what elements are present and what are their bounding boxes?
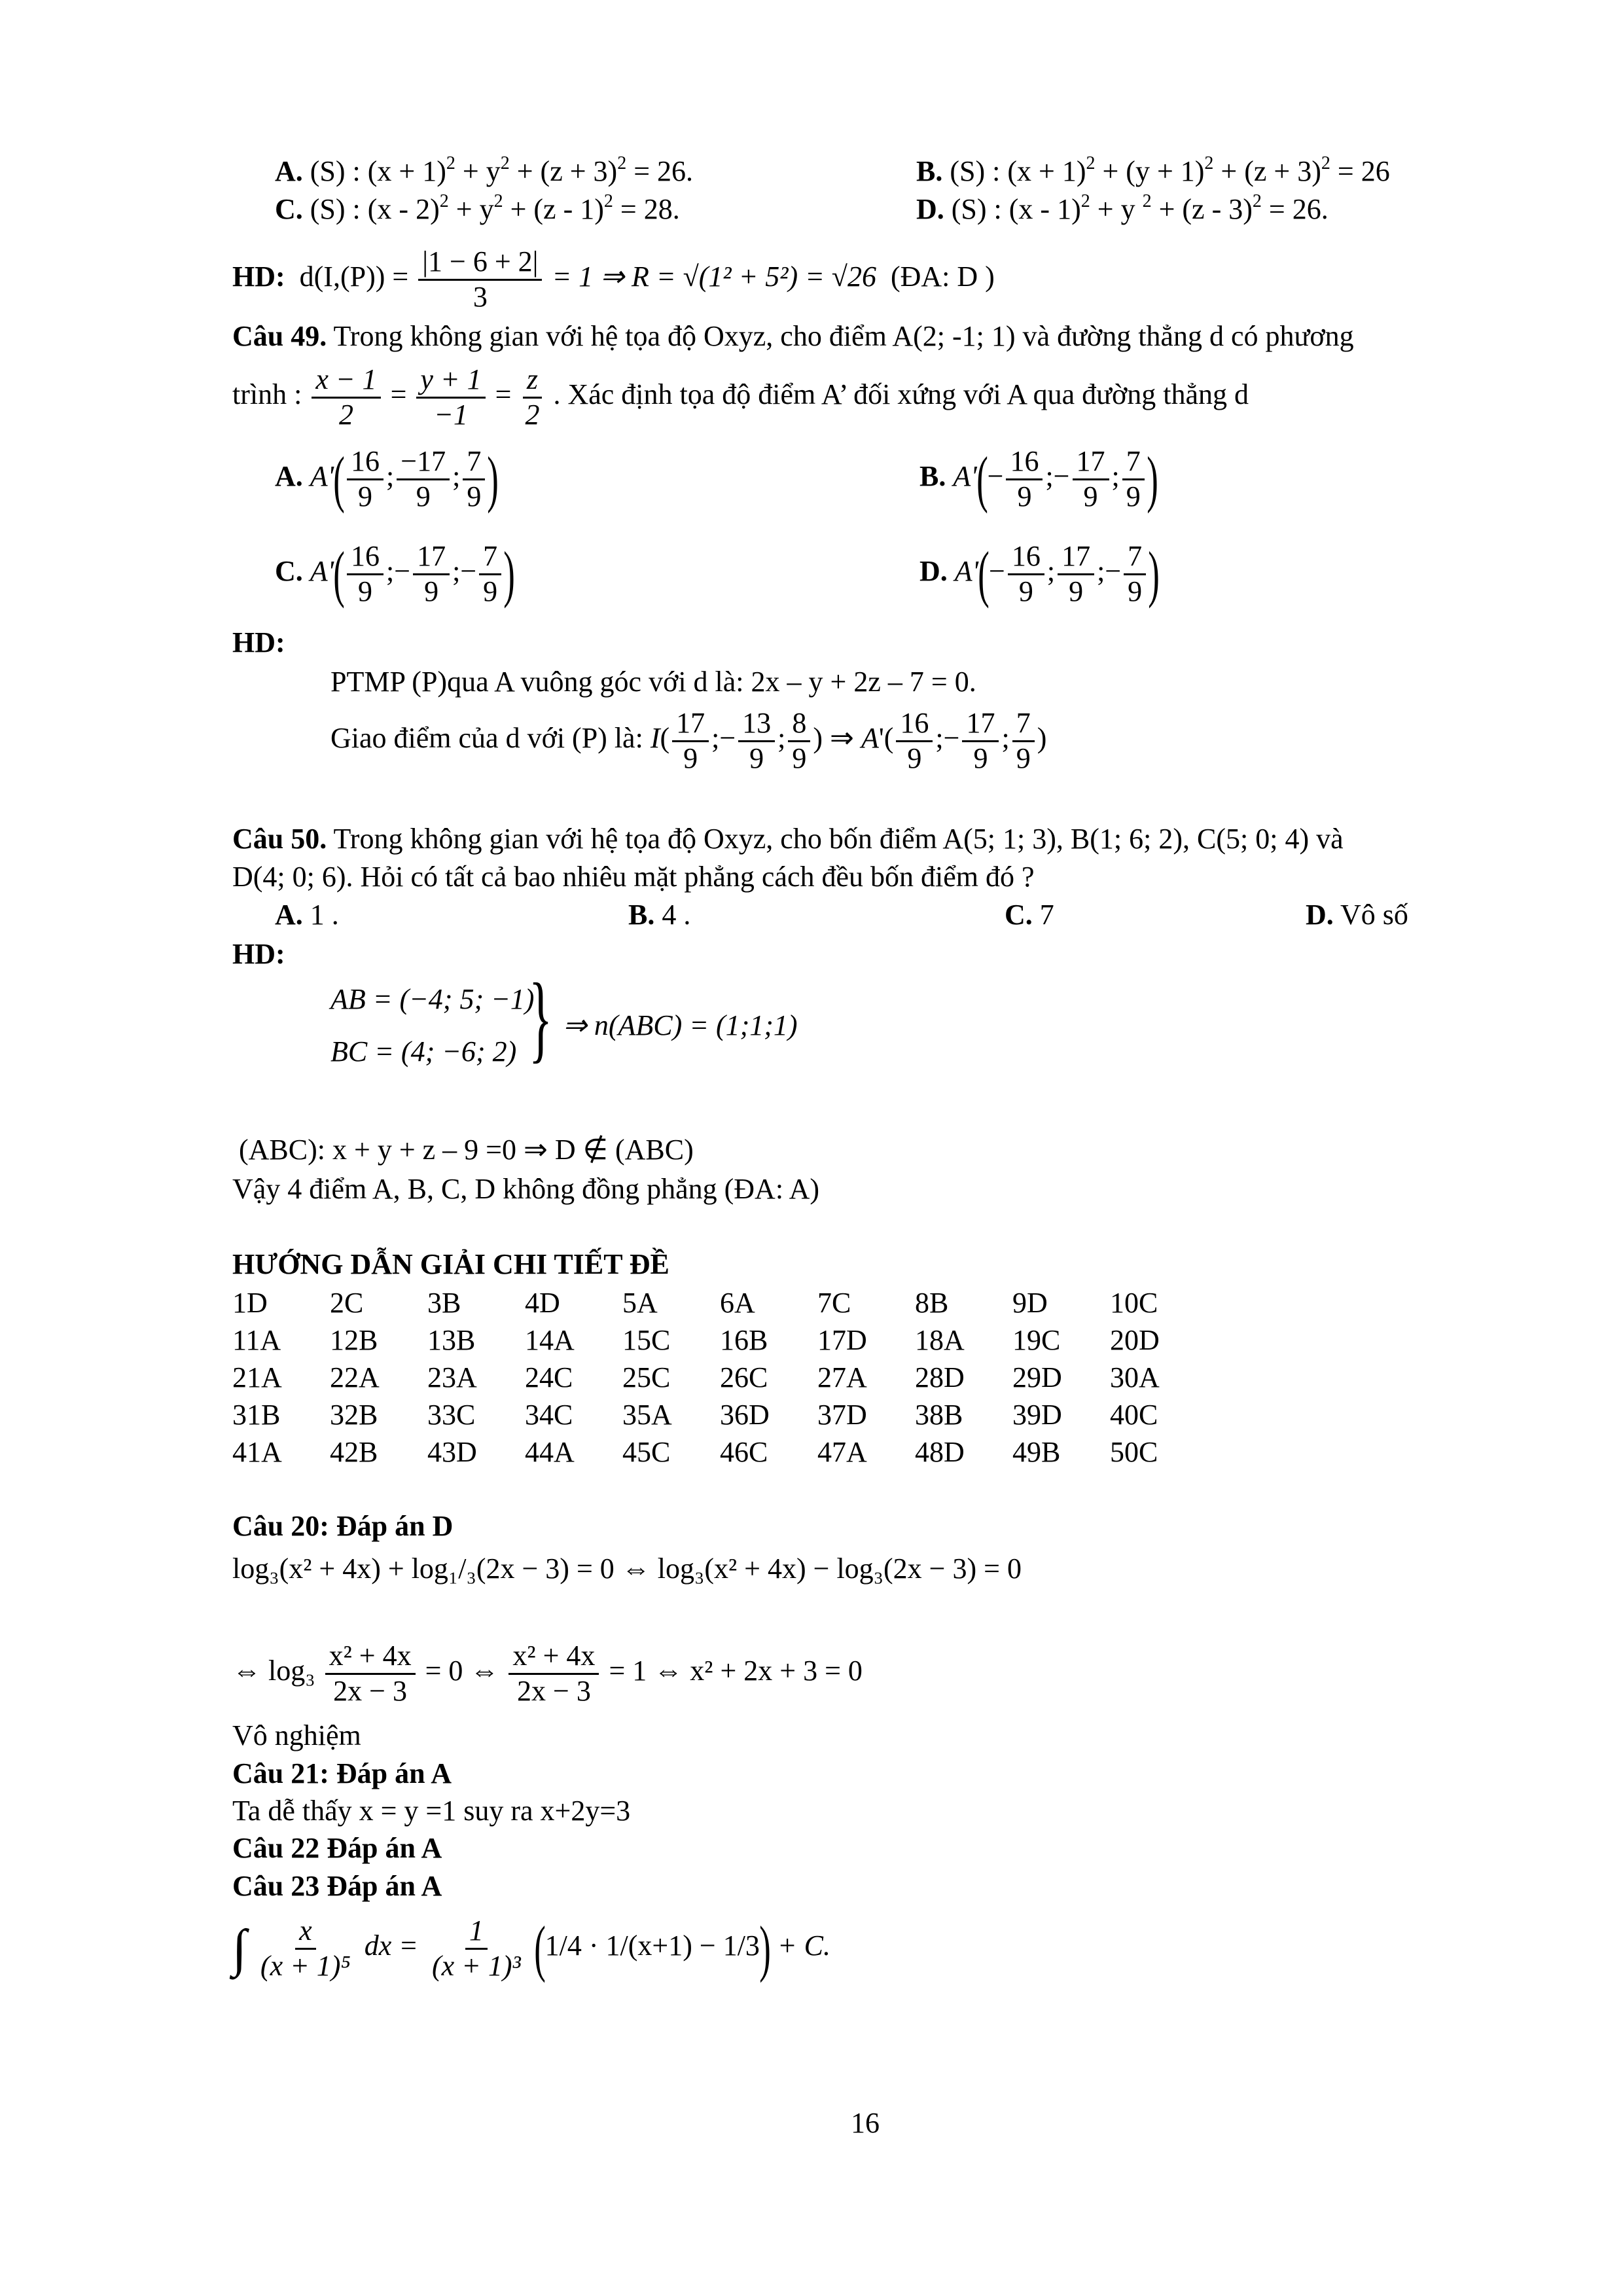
answer-key-cell: 22A xyxy=(330,1361,380,1393)
answer-key-cell: 40C xyxy=(1110,1399,1158,1431)
q50-normal-vector: ⇒ n(ABC) = (1;1;1) xyxy=(563,1009,798,1041)
q50-ab-vector: AB = (−4; 5; −1) xyxy=(330,983,535,1015)
q49-hd-line2: Giao điểm của d với (P) là: I( $\frac{17}{9}$ ;− $\frac{13}{9}$ ; $\frac{8}{9}$ ) ⇒ A'( $\frac{16}{9}$ ;− $\frac{17}{9}$ ; $\frac{7}{9}$ ) xyxy=(330,707,1047,774)
q49-hd-line1: PTMP (P)qua A vuông góc với d là: 2x – y + 2z – 7 = 0. xyxy=(330,666,976,698)
answer-key-cell: 7C xyxy=(817,1287,851,1319)
page-number: 16 xyxy=(851,2107,880,2139)
answer-key-cell: 1D xyxy=(232,1287,268,1319)
answer-key-cell: 46C xyxy=(720,1436,768,1468)
q48-option-b: B. (S) : $(x + 1)^2 + (y + 1)^2 + (z + 3)^2 = 26$ xyxy=(916,153,1390,187)
q50-option-b: B. 4 . xyxy=(628,899,691,931)
answer-key-row xyxy=(232,1323,1207,1361)
q48-option-d: D. (S) : (x - 1)$^2$ + y $^2$ + (z - 3)$^2$ = 26. xyxy=(916,191,1329,225)
answer-key-cell: 18A xyxy=(915,1324,965,1356)
answer-key-cell: 28D xyxy=(915,1361,965,1393)
answer-key-cell: 30A xyxy=(1110,1361,1160,1393)
answer-key-cell: 17D xyxy=(817,1324,867,1356)
c21-title: Câu 21: Đáp án A xyxy=(232,1757,452,1789)
answer-key-cell: 44A xyxy=(525,1436,575,1468)
answer-key-table xyxy=(232,1286,1207,1473)
answer-key-cell: 16B xyxy=(720,1324,768,1356)
answer-key-cell: 49B xyxy=(1012,1436,1061,1468)
answer-key-cell: 11A xyxy=(232,1324,281,1356)
answer-key-row xyxy=(232,1398,1207,1435)
q50-hd-label: HD: xyxy=(232,938,285,970)
c23-title: Câu 23 Đáp án A xyxy=(232,1870,442,1902)
answer-key-cell: 4D xyxy=(525,1287,560,1319)
answer-key-cell: 13B xyxy=(427,1324,476,1356)
answer-key-cell: 34C xyxy=(525,1399,573,1431)
c20-result: Vô nghiệm xyxy=(232,1719,361,1751)
q50-plane-equation: (ABC): x + y + z – 9 =0 ⇒ D ∉ (ABC) xyxy=(239,1134,694,1166)
answer-key-cell: 43D xyxy=(427,1436,477,1468)
answer-key-cell: 48D xyxy=(915,1436,965,1468)
answer-key-cell: 41A xyxy=(232,1436,282,1468)
answer-key-cell: 27A xyxy=(817,1361,867,1393)
answer-key-cell: 23A xyxy=(427,1361,477,1393)
answer-key-cell: 50C xyxy=(1110,1436,1158,1468)
q48-hd-fraction: $\frac{|1 - 6 + 2|}{3}$ xyxy=(418,245,542,314)
q48-hd: HD: d(I,(P)) = $\frac{|1 - 6 + 2|}{3}$ = 1 ⇒ R = √(1² + 5²) = √26 (ĐA: D ) xyxy=(232,245,995,313)
answer-key-cell: 5A xyxy=(622,1287,658,1319)
answer-key-cell: 21A xyxy=(232,1361,282,1393)
q48-option-a: A. (S) : $(x + 1)^2 + y^2 + (z + 3)^2 = 26$. xyxy=(275,153,694,187)
answer-key-cell: 36D xyxy=(720,1399,770,1431)
answer-key-cell: 42B xyxy=(330,1436,378,1468)
q50-conclusion: Vậy 4 điểm A, B, C, D không đồng phẳng (ĐA: A) xyxy=(232,1173,820,1205)
q49-stem-line2: trình : $\frac{x - 1}{2}$ = $\frac{y + 1}{-1}$ = $\frac{z}{2}$ . Xác định tọa độ điểm A’ đối xứng với A qua đường thẳng d xyxy=(232,363,1249,431)
q50-right-brace: } xyxy=(529,963,552,1072)
q49-option-c: C. A'( $\frac{16}{9}$ ;− $\frac{17}{9}$ ;− $\frac{7}{9}$ ) xyxy=(275,539,515,609)
answer-key-cell: 33C xyxy=(427,1399,476,1431)
answer-key-cell: 39D xyxy=(1012,1399,1062,1431)
answer-key-cell: 29D xyxy=(1012,1361,1062,1393)
answer-key-cell: 14A xyxy=(525,1324,575,1356)
answer-key-cell: 3B xyxy=(427,1287,461,1319)
q49-option-b: B. A'(− $\frac{16}{9}$ ;− $\frac{17}{9}$ ; $\frac{7}{9}$ ) xyxy=(919,444,1158,514)
c22-title: Câu 22 Đáp án A xyxy=(232,1832,442,1864)
answer-key-row xyxy=(232,1361,1207,1398)
c23-integral: ∫ $\frac{x}{\text{(x + 1)⁵}}$ dx = $\frac{1}{\text{(x + 1)³}}$ (1/4 · 1/(x+1) − 1/3) + C. xyxy=(232,1913,830,1984)
answer-key-cell: 32B xyxy=(330,1399,378,1431)
answer-key-cell: 47A xyxy=(817,1436,867,1468)
q50-option-c: C. 7 xyxy=(1005,899,1054,931)
c20-line2: ⇔ log₃ $\frac{\text{x² + 4x}}{2x - 3}$ = 0 ⇔ $\frac{\text{x² + 4x}}{2x - 3}$ = 1 ⇔ x² + 2x + 3 = 0 xyxy=(232,1640,863,1707)
c20-title: Câu 20: Đáp án D xyxy=(232,1510,454,1542)
q50-option-d: D. Vô số xyxy=(1306,899,1408,931)
answer-key-cell: 31B xyxy=(232,1399,281,1431)
answer-key-cell: 26C xyxy=(720,1361,768,1393)
answer-key-cell: 8B xyxy=(915,1287,949,1319)
answer-key-cell: 37D xyxy=(817,1399,867,1431)
answer-key-row xyxy=(232,1435,1207,1473)
c21-text: Ta dễ thấy x = y =1 suy ra x+2y=3 xyxy=(232,1795,631,1827)
q50-bc-vector: BC = (4; −6; 2) xyxy=(330,1035,517,1067)
answer-key-cell: 35A xyxy=(622,1399,672,1431)
answer-key-title: HƯỚNG DẪN GIẢI CHI TIẾT ĐỀ xyxy=(232,1248,669,1280)
answer-key-cell: 20D xyxy=(1110,1324,1160,1356)
answer-key-cell: 45C xyxy=(622,1436,671,1468)
q49-hd-label: HD: xyxy=(232,626,285,658)
answer-key-cell: 2C xyxy=(330,1287,364,1319)
answer-key-cell: 6A xyxy=(720,1287,755,1319)
answer-key-cell: 38B xyxy=(915,1399,963,1431)
answer-key-cell: 25C xyxy=(622,1361,671,1393)
q48-option-c: C. (S) : $(x - 2)^2 + y^2 + (z - 1)^2 = 28$. xyxy=(275,191,680,225)
answer-key-cell: 12B xyxy=(330,1324,378,1356)
q50-option-a: A. 1 . xyxy=(275,899,339,931)
answer-key-cell: 19C xyxy=(1012,1324,1061,1356)
q50-stem-line2: D(4; 0; 6). Hỏi có tất cả bao nhiêu mặt phẳng cách đều bốn điểm đó ? xyxy=(232,861,1035,893)
c20-line1: log₃(x² + 4x) + log₁/₃(2x − 3) = 0 ⇔ log₃(x² + 4x) − log₃(2x − 3) = 0 xyxy=(232,1552,1022,1585)
answer-key-cell: 9D xyxy=(1012,1287,1048,1319)
answer-key-row xyxy=(232,1286,1207,1323)
q49-option-d: D. A'(− $\frac{16}{9}$ ; $\frac{17}{9}$ ;− $\frac{7}{9}$ ) xyxy=(919,539,1160,609)
answer-key-cell: 15C xyxy=(622,1324,671,1356)
q49-option-a: A. A'( $\frac{16}{9}$ ; $\frac{-17}{9}$ ; $\frac{7}{9}$ ) xyxy=(275,444,499,514)
q49-stem-line1: Câu 49. Trong không gian với hệ tọa độ Oxyz, cho điểm A(2; -1; 1) và đường thẳng d có phương xyxy=(232,320,1354,352)
answer-key-cell: 24C xyxy=(525,1361,573,1393)
answer-key-cell: 10C xyxy=(1110,1287,1158,1319)
q50-stem-line1: Câu 50. Trong không gian với hệ tọa độ Oxyz, cho bốn điểm A(5; 1; 3), B(1; 6; 2), C(5; 0; 4) và xyxy=(232,823,1344,855)
